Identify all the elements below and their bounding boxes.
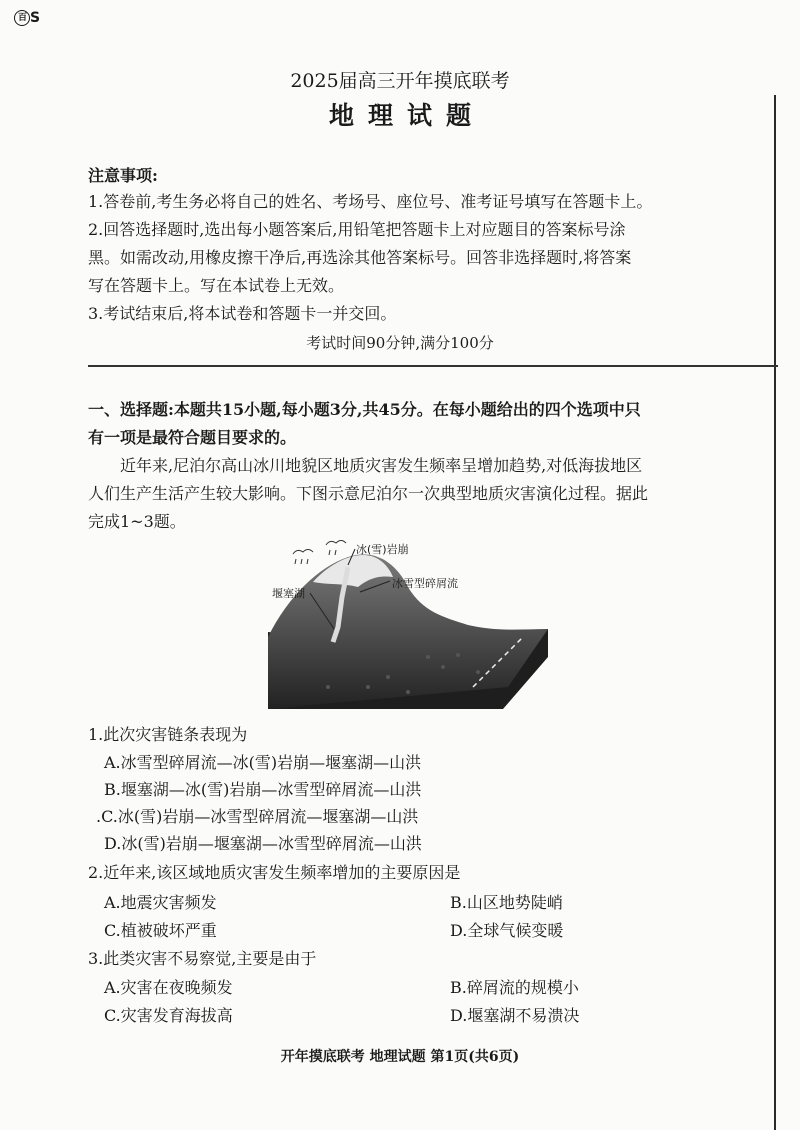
circle-mark-icon: 百	[14, 10, 30, 26]
exam-name: 2025届高三开年摸底联考	[290, 70, 510, 92]
option: A.地震灾害频发	[104, 893, 217, 912]
notice-item: 写在答题卡上。写在本试卷上无效。	[88, 276, 345, 295]
notice-item: 2.回答选择题时,选出每小题答案后,用铅笔把答题卡上对应题目的答案标号涂	[88, 220, 626, 239]
notice-item: 黑。如需改动,用橡皮擦干净后,再选涂其他答案标号。回答非选择题时,将答案	[88, 248, 632, 267]
binding-line	[774, 95, 776, 1130]
section-heading-cont: 有一项是最符合题目要求的。	[88, 428, 297, 447]
passage-line: 完成1~3题。	[88, 512, 186, 531]
divider	[88, 365, 778, 367]
option: D.冰(雪)岩崩—堰塞湖—冰雪型碎屑流—山洪	[104, 834, 422, 853]
passage-line: 近年来,尼泊尔高山冰川地貌区地质灾害发生频率呈增加趋势,对低海拔地区	[120, 456, 643, 475]
disaster-diagram	[268, 537, 550, 709]
page-footer: 开年摸底联考 地理试题 第1页(共6页)	[280, 1049, 520, 1065]
passage-line: 人们生产生活产生较大影响。下图示意尼泊尔一次典型地质灾害演化过程。据此	[88, 484, 649, 503]
exam-time: 考试时间90分钟,满分100分	[306, 334, 494, 352]
question-stem: 3.此类灾害不易察觉,主要是由于	[88, 949, 317, 968]
subject-title: 地理试题	[328, 101, 485, 130]
notice-item: 3.考试结束后,将本试卷和答题卡一并交回。	[88, 304, 397, 323]
corner-mark: S	[30, 10, 40, 26]
option: A.灾害在夜晚频发	[104, 978, 233, 997]
option: B.山区地势陡峭	[450, 893, 563, 912]
label-debris-flow: 冰雪型碎屑流	[392, 577, 458, 590]
option: C.植被破坏严重	[104, 921, 217, 940]
option: C.灾害发育海拔高	[104, 1006, 233, 1025]
question-stem: 1.此次灾害链条表现为	[88, 725, 248, 744]
label-dammed-lake: 堰塞湖	[272, 587, 305, 600]
question-stem: 2.近年来,该区域地质灾害发生频率增加的主要原因是	[88, 863, 461, 882]
option: B.堰塞湖—冰(雪)岩崩—冰雪型碎屑流—山洪	[104, 780, 422, 799]
option: D.全球气候变暖	[450, 921, 564, 940]
option: .C.冰(雪)岩崩—冰雪型碎屑流—堰塞湖—山洪	[96, 807, 419, 826]
option: B.碎屑流的规模小	[450, 978, 579, 997]
publisher-logo	[14, 10, 39, 26]
section-heading: 一、选择题:本题共15小题,每小题3分,共45分。在每小题给出的四个选项中只	[88, 400, 641, 419]
diagram-image	[268, 537, 550, 709]
notice-item: 1.答卷前,考生务必将自己的姓名、考场号、座位号、准考证号填写在答题卡上。	[88, 192, 653, 211]
notice-heading: 注意事项:	[88, 166, 158, 185]
option: A.冰雪型碎屑流—冰(雪)岩崩—堰塞湖—山洪	[104, 753, 422, 772]
label-avalanche: 冰(雪)岩崩	[356, 543, 409, 556]
option: D.堰塞湖不易溃决	[450, 1006, 580, 1025]
